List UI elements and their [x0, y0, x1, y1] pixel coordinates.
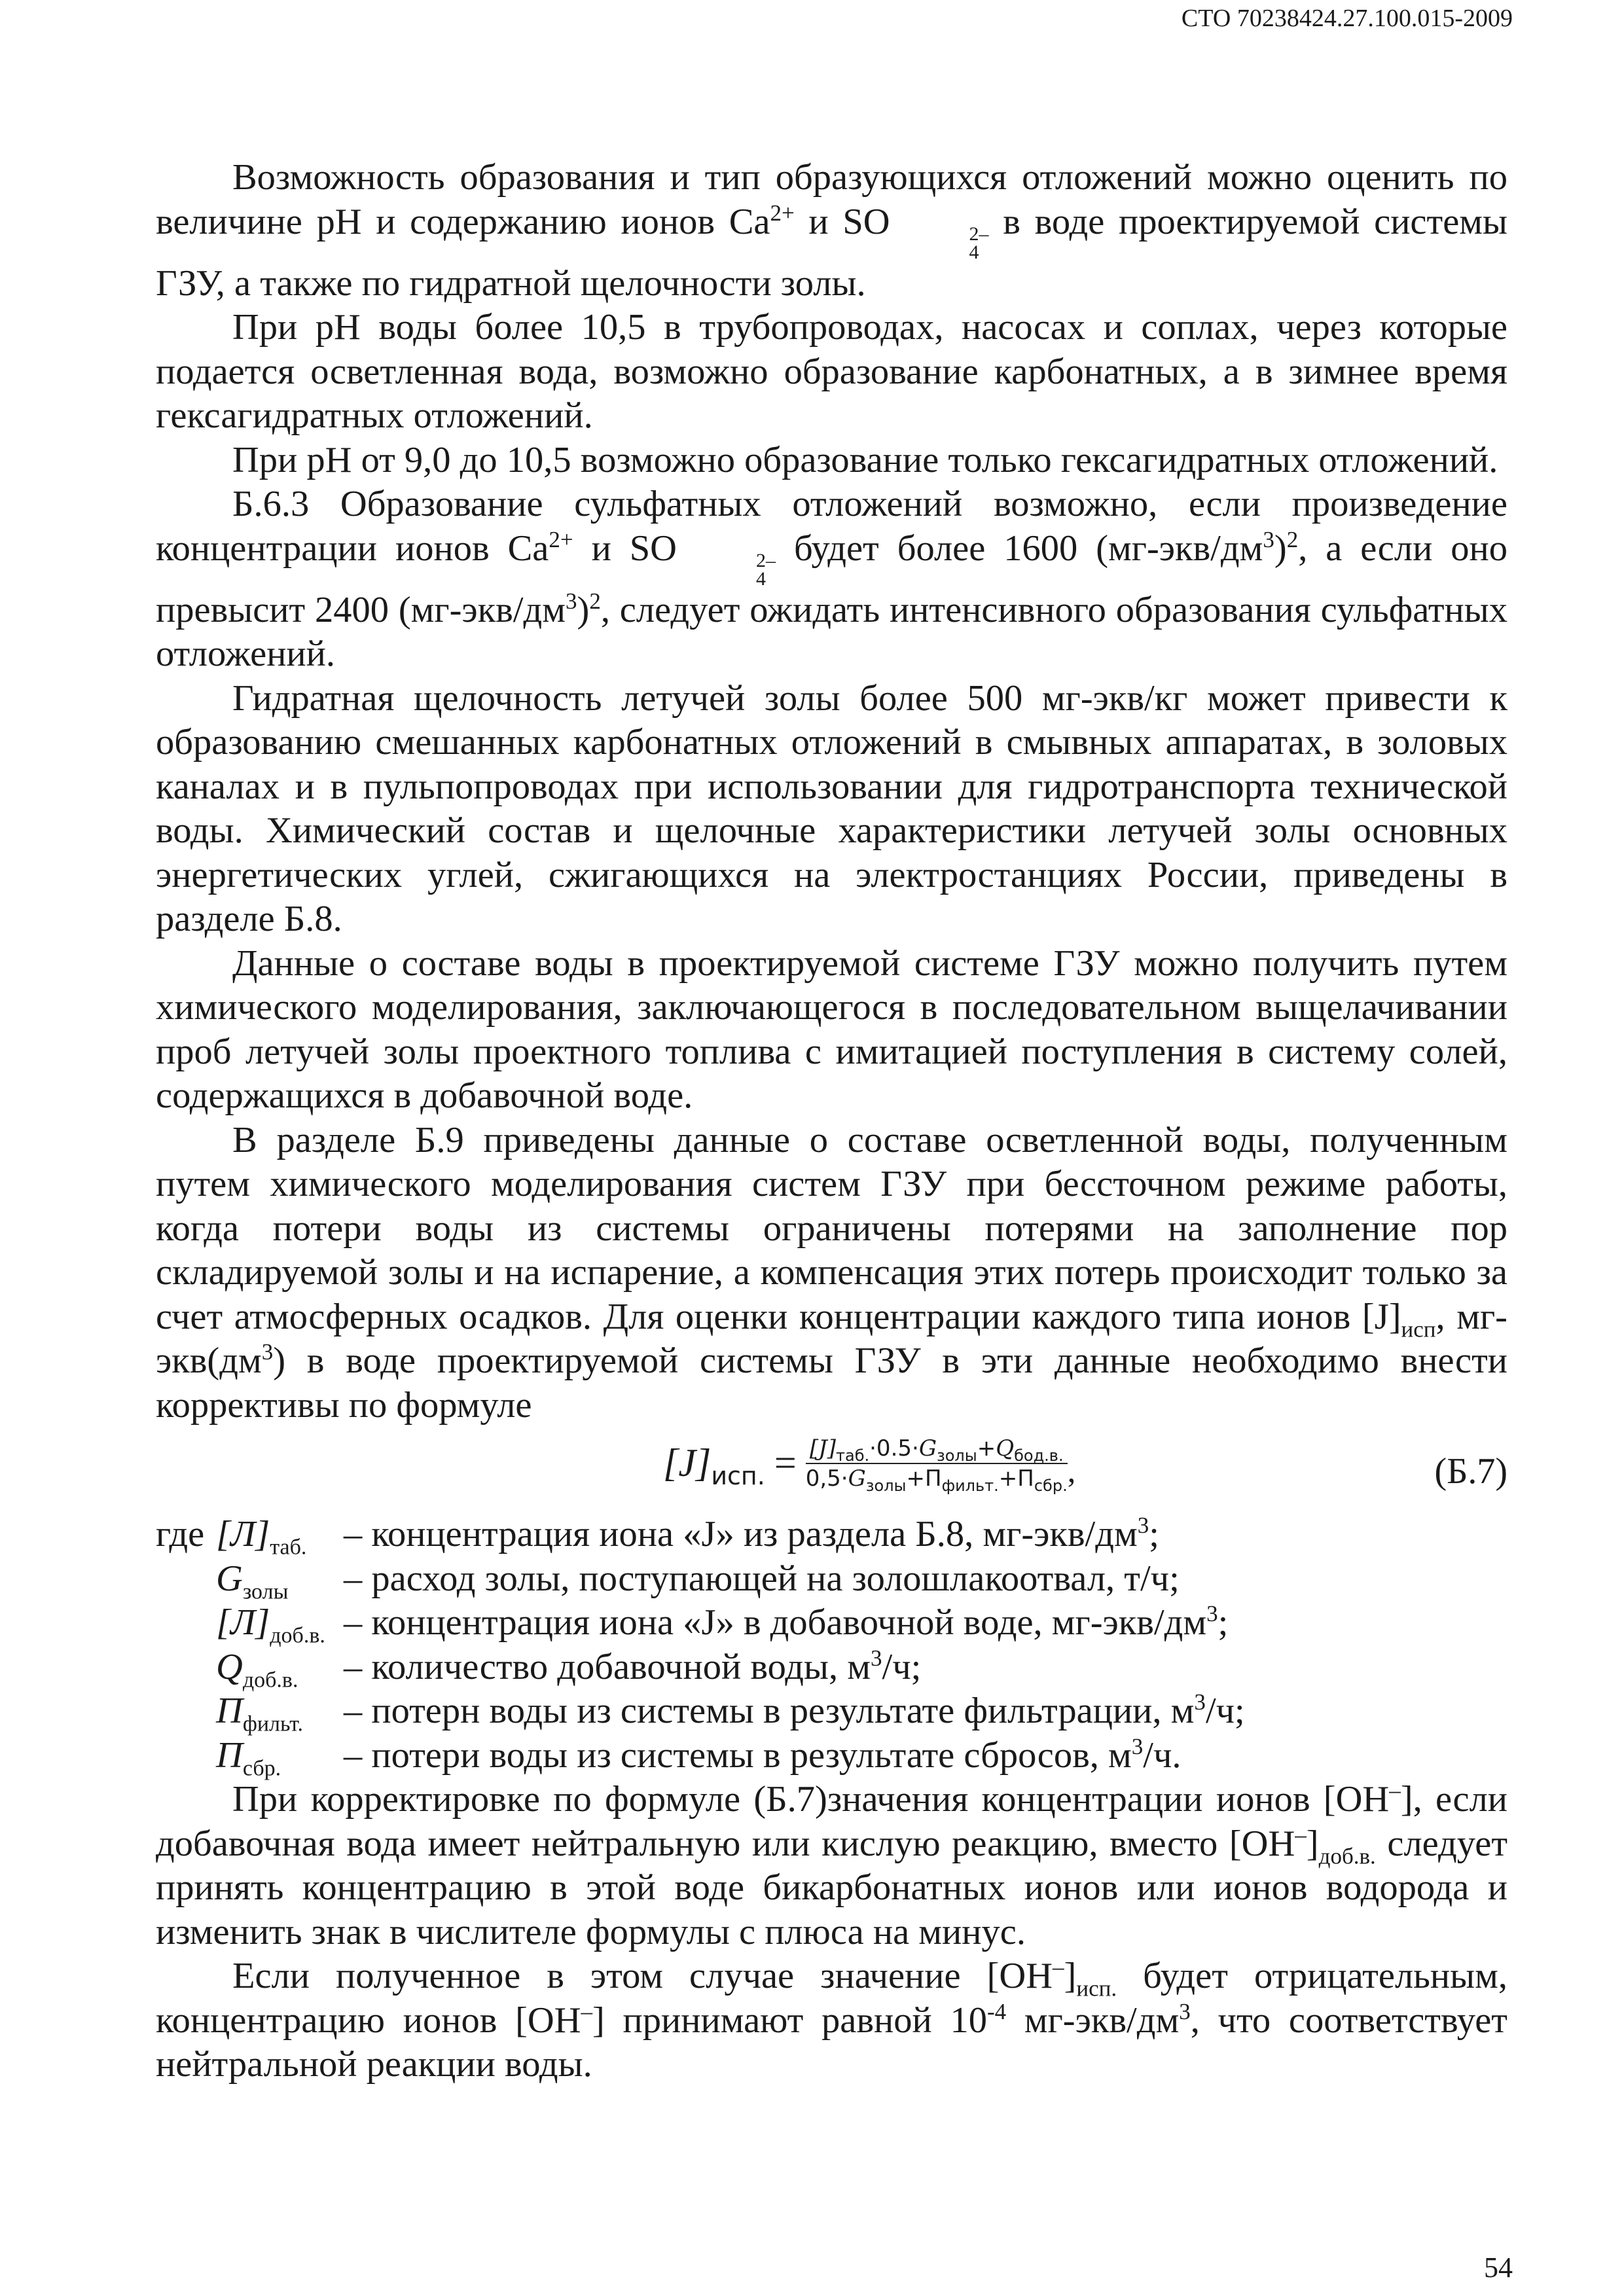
symbol-text: [Л] [216, 1602, 270, 1643]
legend-end: /ч. [1143, 1734, 1182, 1776]
symbol-text: [Л] [216, 1514, 270, 1554]
legend-symbol [216, 1645, 344, 1690]
superscript: -4 [987, 1998, 1007, 2024]
formula-lhs-symbol: [J] [663, 1441, 712, 1485]
text-run: , следует ожидать интенсивного образования сульфатных отложений. [156, 589, 1507, 674]
legend-end: /ч; [882, 1646, 922, 1687]
superscript: 2 [1286, 526, 1299, 552]
text-run: В разделе Б.9 приведены данные о составе осветленной воды, полученным путем химического моделирования систем ГЗУ при бессточном режиме работы, когда потери воды из системы ограничены потерями на заполнение пор складируемой золы и на испарение, а компенсация этих потерь происходит только за счет атмосферных осадков. Для оценки концентрации каждого типа ионов [J] [156, 1119, 1507, 1337]
legend-description: – потери воды из системы в результате сбросов, м [344, 1734, 1132, 1776]
numerator-subscript: таб. [836, 1446, 870, 1465]
text-run: и SO [573, 528, 677, 569]
numerator-symbol: [J] [809, 1435, 836, 1462]
formula-numerator [806, 1434, 1068, 1464]
subscript: исп. [1076, 1975, 1117, 2001]
paragraph-chemical-modeling: Данные о составе воды в проектируемой системе ГЗУ можно получить путем химического моделирования, заключающегося в последовательном выщелачивании проб летучей золы проектного топлива с имитацией поступления в систему солей, содержащихся в добавочной воде. [156, 942, 1507, 1116]
symbol-subscript: сбр. [242, 1755, 281, 1780]
so4-charge: 2– [756, 549, 776, 571]
legend-symbol [216, 1513, 344, 1560]
subscript: доб.в. [1318, 1842, 1376, 1869]
text-run: будет более 1600 (мг-экв/дм [776, 528, 1263, 569]
page-body [156, 156, 1507, 2087]
formula-legend [156, 1513, 1507, 1778]
formula-equals: = [774, 1441, 797, 1485]
text-run: ] [1306, 1823, 1319, 1864]
legend-row [156, 1557, 1507, 1602]
legend-lead: где [156, 1514, 205, 1554]
legend-text [344, 1513, 1507, 1557]
paragraph-hydrate-alkalinity: Гидратная щелочность летучей золы более 500 мг-экв/кг может привести к образованию смешанных карбонатных отложений в смывных аппаратах, в золовых каналах и в пульпопроводах при использовании для гидротранспорта технической воды. Химический состав и щелочные характеристики летучей золы основных энергетических углей, сжигающихся на электростанциях России, приведены в разделе Б.8. [156, 677, 1507, 939]
so4-index [679, 549, 776, 590]
superscript: 3 [1179, 1998, 1191, 2024]
superscript: – [1295, 1821, 1307, 1848]
numerator-subscript: бод.в. [1014, 1446, 1064, 1465]
legend-row [156, 1513, 1507, 1560]
legend-row [156, 1601, 1507, 1648]
legend-text [344, 1557, 1507, 1602]
legend-symbol [216, 1601, 344, 1648]
legend-row [156, 1734, 1507, 1778]
superscript: 3 [565, 588, 577, 614]
superscript: – [1053, 1954, 1064, 1981]
numerator-symbol: G [918, 1435, 937, 1462]
formula-number: (Б.7) [1434, 1451, 1507, 1492]
so4-subscript: 4 [969, 241, 979, 263]
superscript: 3 [1206, 1601, 1218, 1627]
paragraph-deposit-assessment [156, 156, 1507, 306]
legend-description: – концентрация иона «J» в добавочной воде, мг-экв/дм [344, 1602, 1207, 1643]
superscript: 2+ [549, 526, 573, 552]
numerator-symbol: Q [996, 1435, 1015, 1462]
symbol-subscript: фильт. [242, 1712, 304, 1736]
numerator-text: + [977, 1435, 996, 1462]
text-run: Возможность образования и тип образующихся отложений можно оценить по величине pH и содержанию ионов Ca [156, 157, 1507, 242]
symbol-subscript: доб.в. [270, 1623, 325, 1648]
text-run: ) в воде проектируемой системы ГЗУ в эти данные необходимо внести коррективы по формуле [156, 1340, 1507, 1426]
legend-symbol [216, 1689, 344, 1734]
legend-text [344, 1645, 1507, 1690]
superscript: 3 [871, 1645, 882, 1671]
paragraph-ph-above-10-5: При pH воды более 10,5 в трубопроводах, насосах и соплах, через которые подается осветленная вода, возможно образование карбонатных, а в зимнее время гексагидратных отложений. [156, 307, 1507, 436]
symbol-text: П [216, 1734, 243, 1776]
legend-text [344, 1689, 1507, 1734]
paragraph-section-b9 [156, 1119, 1507, 1428]
denominator-text: +П [998, 1465, 1034, 1492]
text-run: При корректировке по формуле (Б.7)значения концентрации ионов [OH [232, 1779, 1390, 1820]
superscript: 3 [1137, 1513, 1149, 1539]
text-run: в воде проектируемой системы ГЗУ, а также по гидратной щелочности золы. [156, 201, 1507, 304]
text-run: ] [1064, 1956, 1077, 1996]
text-run: Если полученное в этом случае значение [OH [232, 1956, 1053, 1996]
text-run: ) [577, 589, 590, 630]
denominator-symbol: G [848, 1465, 866, 1492]
legend-description: – концентрация иона «J» из раздела Б.8, мг-экв/дм [344, 1514, 1138, 1554]
symbol-subscript: доб.в. [242, 1667, 298, 1692]
superscript: 3 [261, 1339, 274, 1365]
legend-description: – количество добавочной воды, м [344, 1646, 871, 1687]
superscript: 3 [1131, 1733, 1144, 1759]
legend-text [344, 1734, 1507, 1778]
symbol-text: Q [216, 1646, 243, 1687]
so4-index [893, 225, 989, 262]
formula-expression [663, 1434, 1075, 1493]
formula-denominator [806, 1464, 1068, 1493]
document-code-header: СТО 70238424.27.100.015-2009 [1181, 5, 1513, 32]
denominator-subscript: золы [865, 1476, 907, 1495]
text-run: , что соответствует нейтральной реакции воды. [156, 2000, 1507, 2085]
legend-end: ; [1149, 1514, 1159, 1554]
text-run: Б.6.3 Образование сульфатных отложений возможно, если произведение концентрации ионов Ca [156, 484, 1507, 569]
superscript: – [1389, 1778, 1401, 1804]
symbol-subscript: золы [242, 1579, 289, 1604]
superscript: 2 [589, 588, 601, 614]
superscript: – [581, 1998, 593, 2024]
legend-description: – расход золы, поступающей на золошлакоотвал, т/ч; [344, 1558, 1180, 1599]
legend-end: /ч; [1205, 1691, 1245, 1731]
paragraph-negative-value [156, 1954, 1507, 2087]
denominator-subscript: фильт. [941, 1476, 999, 1495]
text-run: ) [1274, 528, 1287, 569]
superscript: 3 [1194, 1689, 1206, 1715]
text-run: следует принять концентрацию в этой воде бикарбонатных ионов или ионов водорода и изменить знак в числителе формулы с плюса на минус. [156, 1823, 1508, 1952]
text-run: будет отрицательным, концентрацию ионов [OH [156, 1956, 1507, 2041]
formula-fraction [806, 1434, 1068, 1493]
formula-b7 [156, 1431, 1507, 1510]
legend-text [344, 1601, 1507, 1645]
page-number: 54 [1484, 2251, 1513, 2284]
superscript: 3 [1263, 526, 1274, 552]
paragraph-ph-9-to-10-5: При pH от 9,0 до 10,5 возможно образование только гексагидратных отложений. [232, 439, 1498, 480]
text-run: ] принимают равной 10 [592, 2000, 987, 2041]
symbol-subscript: таб. [270, 1535, 307, 1560]
paragraph-oh-correction [156, 1778, 1507, 1954]
legend-row [156, 1645, 1507, 1690]
symbol-text: G [216, 1558, 243, 1599]
formula-lhs-subscript: исп. [711, 1462, 765, 1491]
text-run: мг-экв/дм [1006, 2000, 1180, 2041]
so4-subscript: 4 [756, 567, 766, 590]
denominator-text: +П [906, 1465, 942, 1492]
formula-lhs [663, 1441, 765, 1491]
legend-symbol [216, 1734, 344, 1778]
legend-description: – потерн воды из системы в результате фильтрации, м [344, 1691, 1195, 1731]
text-run: ], если добавочная вода имеет нейтральную или кислую реакцию, вместо [OH [156, 1779, 1507, 1864]
so4-charge: 2– [969, 223, 989, 245]
text-run: , а если оно превысит 2400 (мг-экв/дм [156, 528, 1507, 630]
numerator-text: ·0.5· [869, 1435, 919, 1462]
legend-symbol [216, 1557, 344, 1602]
legend-row [156, 1689, 1507, 1734]
denominator-text: 0,5· [805, 1465, 848, 1492]
text-run: , мг-экв(дм [156, 1296, 1507, 1381]
superscript: 2+ [770, 200, 795, 226]
text-run: и SO [794, 201, 890, 242]
denominator-subscript: сбр. [1034, 1476, 1068, 1495]
symbol-text: П [216, 1691, 243, 1731]
formula-trailing-comma: , [1067, 1452, 1076, 1489]
legend-end: ; [1218, 1602, 1229, 1643]
paragraph-b-6-3-sulfate [156, 482, 1507, 677]
subscript: исп [1401, 1316, 1436, 1342]
numerator-subscript: золы [936, 1446, 977, 1465]
